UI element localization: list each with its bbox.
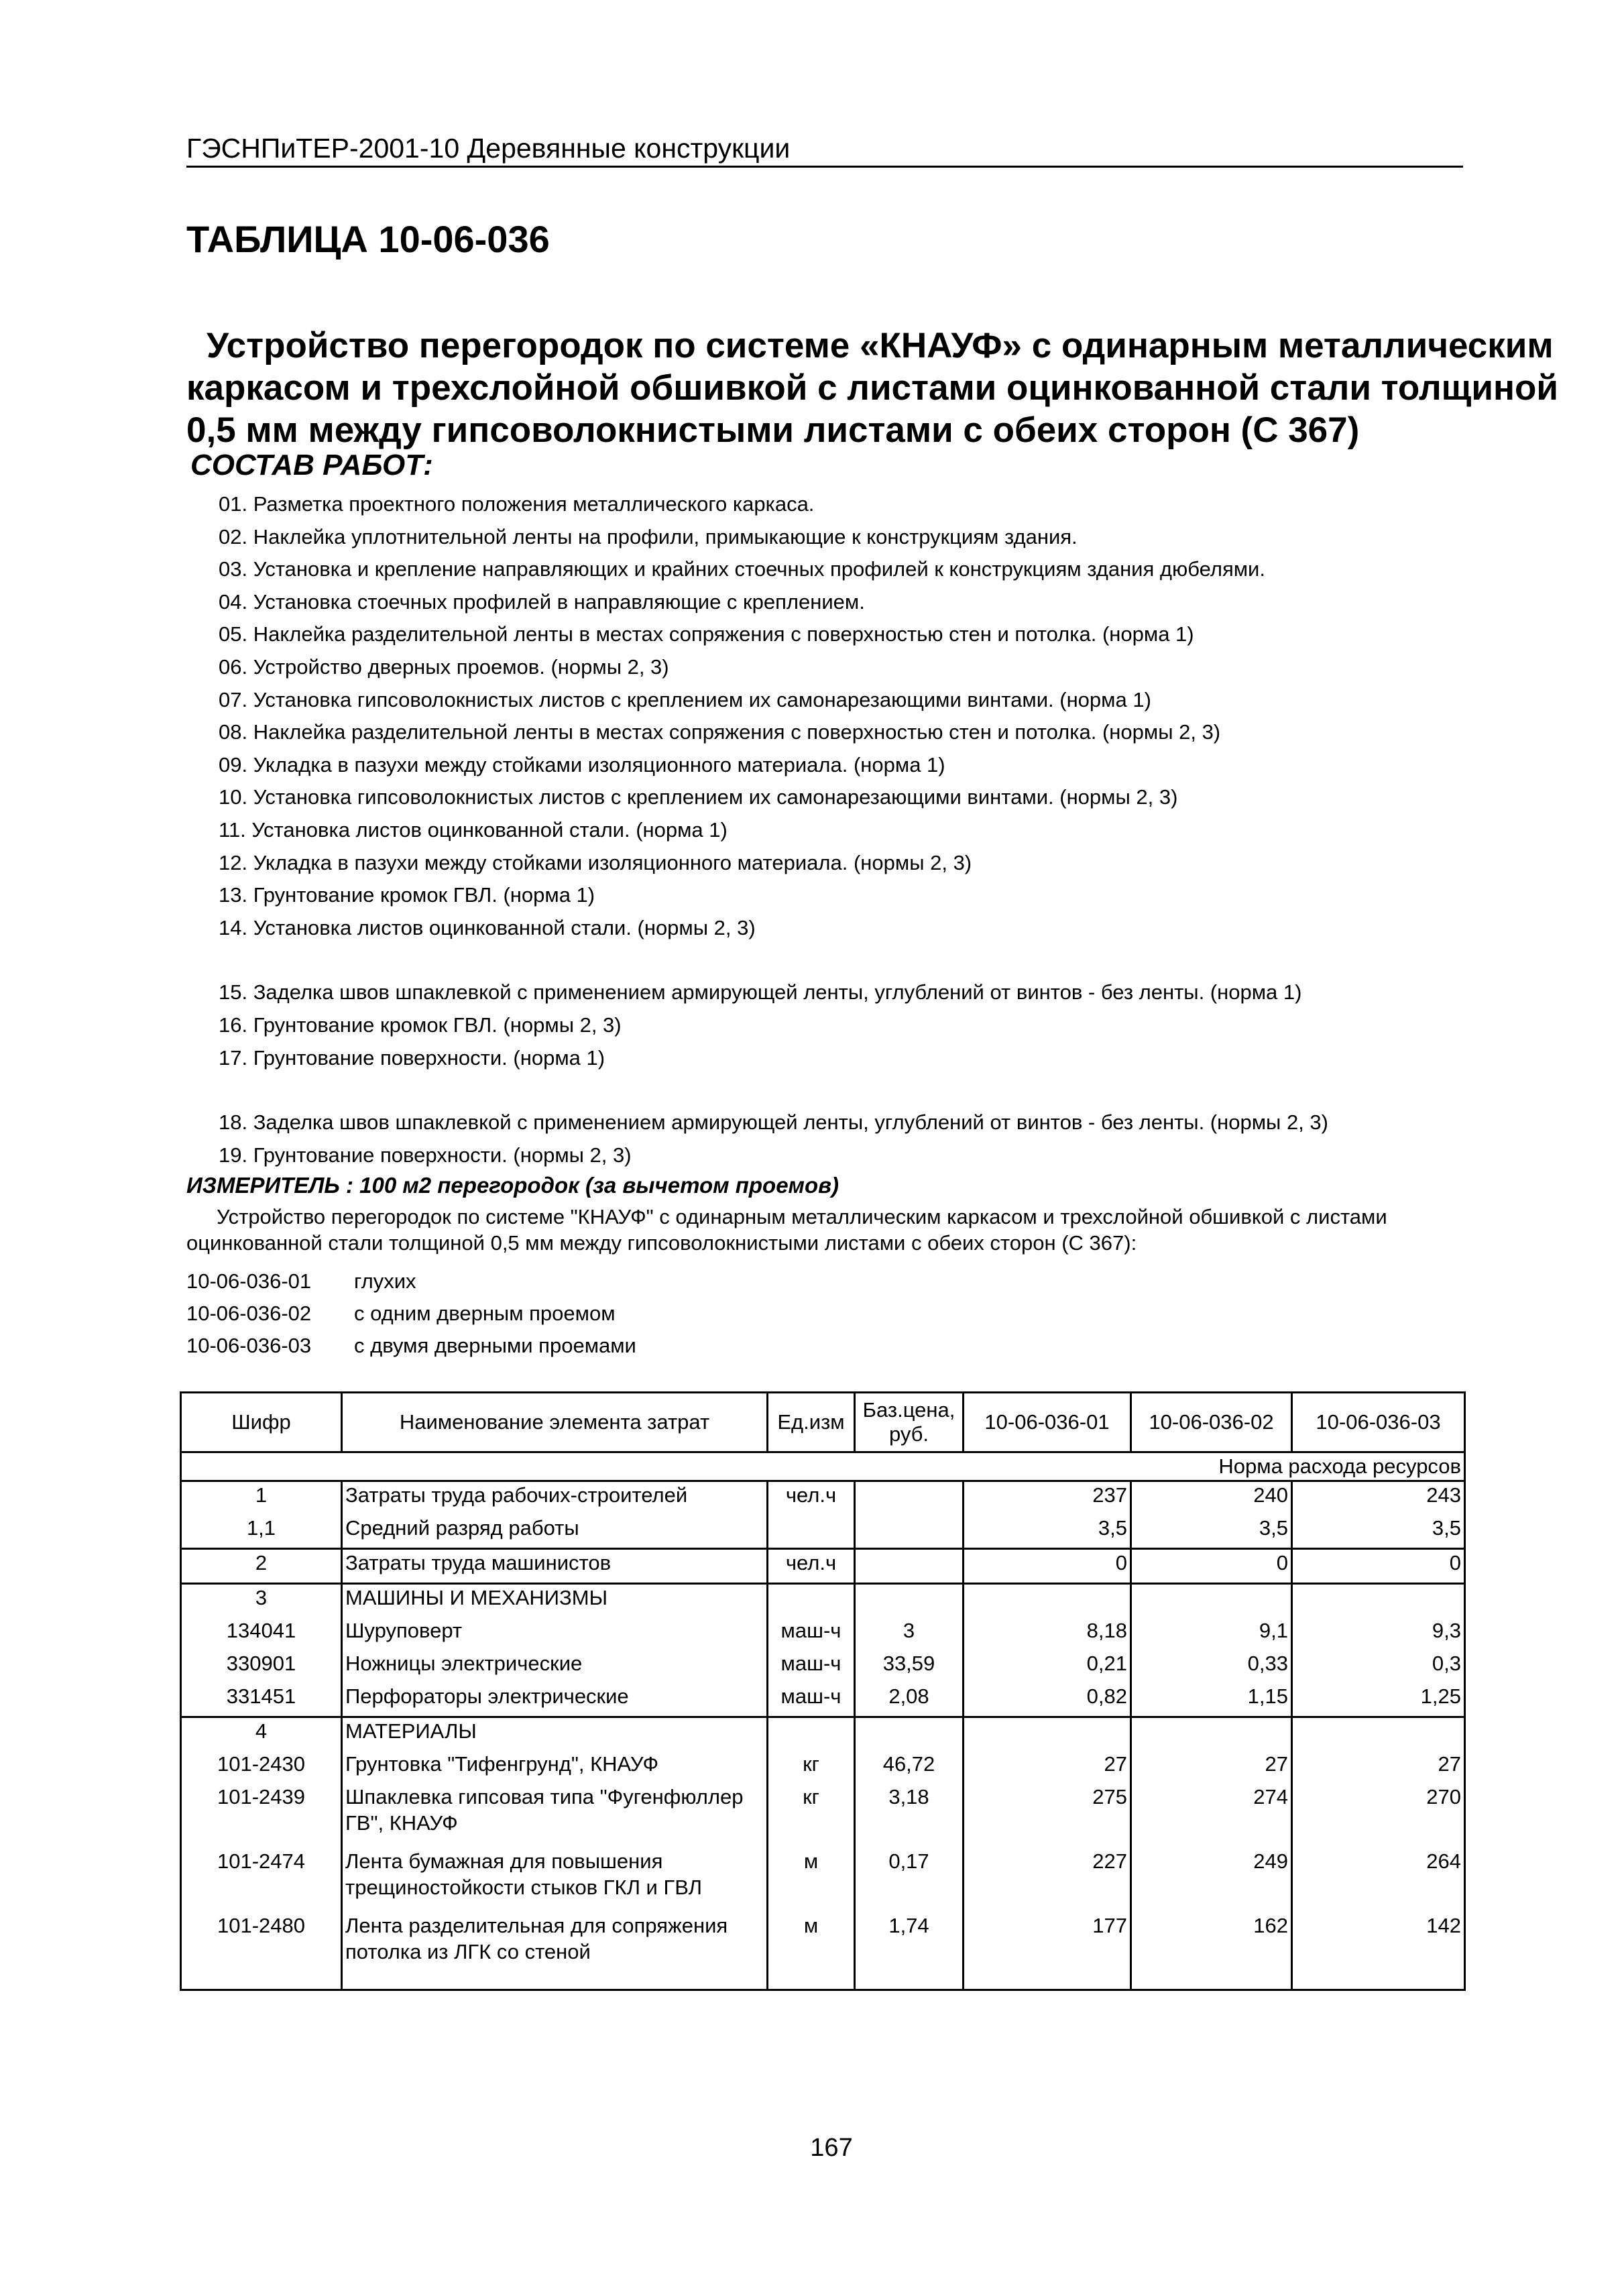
running-header: ГЭСНПиТЕР-2001-10 Деревянные конструкции xyxy=(186,133,791,164)
work-item: 14. Установка листов оцинкованной стали. (нормы 2, 3) xyxy=(219,915,756,939)
cell-price: 33,59 xyxy=(855,1650,964,1683)
work-item: 13. Грунтование кромок ГВЛ. (норма 1) xyxy=(219,883,595,907)
cell-name: Затраты труда машинистов xyxy=(342,1549,768,1584)
table-subheader-row xyxy=(181,1452,1465,1481)
cell-v1 xyxy=(964,1717,1131,1752)
cell-name: МАТЕРИАЛЫ xyxy=(342,1717,768,1752)
cell-code: 331451 xyxy=(181,1683,342,1717)
work-item: 10. Установка гипсоволокнистых листов с креплением их самонарезающими винтами. (нормы 2, 3) xyxy=(219,785,1178,809)
cell-unit: маш-ч xyxy=(768,1683,855,1717)
cell-name: Затраты труда рабочих-строителей xyxy=(342,1481,768,1515)
variant-code: 10-06-036-02 xyxy=(186,1302,312,1325)
cell-code: 1 xyxy=(181,1481,342,1515)
cell-v2 xyxy=(1131,1717,1292,1752)
cell-v1: 27 xyxy=(964,1751,1131,1784)
cell-v2: 274 xyxy=(1131,1784,1292,1848)
col-header-v2: 10-06-036-02 xyxy=(1131,1393,1292,1452)
cell-unit: маш-ч xyxy=(768,1650,855,1683)
variant-code: 10-06-036-03 xyxy=(186,1334,312,1357)
cell-code: 101-2430 xyxy=(181,1751,342,1784)
cell-unit xyxy=(768,1717,855,1752)
cell-price xyxy=(855,1717,964,1752)
cell-code: 1,1 xyxy=(181,1515,342,1549)
cell-unit: маш-ч xyxy=(768,1617,855,1650)
cell-unit: чел.ч xyxy=(768,1549,855,1584)
cell-v2 xyxy=(1131,1584,1292,1618)
cell-price: 3,18 xyxy=(855,1784,964,1848)
cell-price: 3 xyxy=(855,1617,964,1650)
cell-v3: 9,3 xyxy=(1292,1617,1465,1650)
cell-price: 46,72 xyxy=(855,1751,964,1784)
cell-price xyxy=(855,1481,964,1515)
variant-row xyxy=(186,1330,636,1362)
cell-unit xyxy=(768,1515,855,1549)
cell-v2: 240 xyxy=(1131,1481,1292,1515)
work-item: 11. Установка листов оцинкованной стали. (норма 1) xyxy=(219,817,728,842)
variant-row xyxy=(186,1298,636,1330)
table-row xyxy=(181,1650,1465,1683)
cell-v3: 142 xyxy=(1292,1912,1465,1990)
cell-code: 101-2480 xyxy=(181,1912,342,1990)
variant-label: глухих xyxy=(354,1269,416,1293)
cell-v1: 0,21 xyxy=(964,1650,1131,1683)
cell-v1: 177 xyxy=(964,1912,1131,1990)
cell-v1 xyxy=(964,1584,1131,1618)
cell-v2: 249 xyxy=(1131,1848,1292,1912)
cell-price: 2,08 xyxy=(855,1683,964,1717)
work-item: 09. Укладка в пазухи между стойками изоляционного материала. (норма 1) xyxy=(219,752,945,777)
meter-unit: ИЗМЕРИТЕЛЬ : 100 м2 перегородок (за вычетом проемов) xyxy=(186,1173,839,1198)
work-item: 06. Устройство дверных проемов. (нормы 2, 3) xyxy=(219,654,669,679)
col-header-v3: 10-06-036-03 xyxy=(1292,1393,1465,1452)
works-list xyxy=(219,488,1466,1171)
cell-unit: кг xyxy=(768,1784,855,1848)
norms-table xyxy=(180,1391,1466,1991)
description: Устройство перегородок по системе "КНАУФ" с одинарным металлическим каркасом и трехслойной обшивкой с листами оцинкованной стали толщиной 0,5 мм между гипсоволокнистыми листами с обеих сторон (С 367): xyxy=(186,1205,1387,1255)
cell-name: Шуруповерт xyxy=(342,1617,768,1650)
table-row xyxy=(181,1751,1465,1784)
subheader-cell: Норма расхода ресурсов xyxy=(181,1452,1465,1481)
cell-v3: 0 xyxy=(1292,1549,1465,1584)
work-item: 07. Установка гипсоволокнистых листов с креплением их самонарезающими винтами. (норма 1) xyxy=(219,687,1151,711)
work-item: 19. Грунтование поверхности. (нормы 2, 3) xyxy=(219,1143,632,1167)
col-header-unit: Ед.изм xyxy=(768,1393,855,1452)
work-item: 04. Установка стоечных профилей в направляющие с креплением. xyxy=(219,589,865,614)
cell-code: 101-2439 xyxy=(181,1784,342,1848)
table-row xyxy=(181,1584,1465,1618)
table-header-row xyxy=(181,1393,1465,1452)
work-item: 08. Наклейка разделительной ленты в местах сопряжения с поверхностью стен и потолка. (нормы 2, 3) xyxy=(219,720,1221,744)
variant-label: с одним дверным проемом xyxy=(354,1302,616,1325)
cell-unit xyxy=(768,1584,855,1618)
cell-name: Перфораторы электрические xyxy=(342,1683,768,1717)
cell-unit: м xyxy=(768,1912,855,1990)
table-row xyxy=(181,1549,1465,1584)
cell-unit: чел.ч xyxy=(768,1481,855,1515)
table-row xyxy=(181,1683,1465,1717)
table-row xyxy=(181,1784,1465,1848)
cell-code: 330901 xyxy=(181,1650,342,1683)
work-item: 02. Наклейка уплотнительной ленты на профили, примыкающие к конструкциям здания. xyxy=(219,524,1078,549)
cell-v3: 3,5 xyxy=(1292,1515,1465,1549)
cell-v3: 27 xyxy=(1292,1751,1465,1784)
work-item: 05. Наклейка разделительной ленты в местах сопряжения с поверхностью стен и потолка. (норма 1) xyxy=(219,622,1194,646)
table-row xyxy=(181,1717,1465,1752)
cell-name: МАШИНЫ И МЕХАНИЗМЫ xyxy=(342,1584,768,1618)
col-header-name: Наименование элемента затрат xyxy=(342,1393,768,1452)
col-header-price: Баз.цена, руб. xyxy=(855,1393,964,1452)
table-row xyxy=(181,1912,1465,1990)
cell-name: Шпаклевка гипсовая типа "Фугенфюллер ГВ", КНАУФ xyxy=(342,1784,768,1848)
cell-name: Ножницы электрические xyxy=(342,1650,768,1683)
cell-v1: 227 xyxy=(964,1848,1131,1912)
cell-code: 4 xyxy=(181,1717,342,1752)
cell-v2: 9,1 xyxy=(1131,1617,1292,1650)
col-header-v1: 10-06-036-01 xyxy=(964,1393,1131,1452)
cell-v3: 264 xyxy=(1292,1848,1465,1912)
work-item: 12. Укладка в пазухи между стойками изоляционного материала. (нормы 2, 3) xyxy=(219,850,972,874)
page-number: 167 xyxy=(810,2134,853,2162)
variant-code: 10-06-036-01 xyxy=(186,1269,312,1293)
cell-v3 xyxy=(1292,1717,1465,1752)
cell-price: 1,74 xyxy=(855,1912,964,1990)
works-heading: СОСТАВ РАБОТ: xyxy=(190,449,433,481)
cell-v3: 1,25 xyxy=(1292,1683,1465,1717)
cell-price: 0,17 xyxy=(855,1848,964,1912)
table-row xyxy=(181,1848,1465,1912)
cell-v2: 3,5 xyxy=(1131,1515,1292,1549)
cell-v1: 0 xyxy=(964,1549,1131,1584)
work-item: 18. Заделка швов шпаклевкой с применением армирующей ленты, углублений от винтов - без ленты. (нормы 2, 3) xyxy=(219,1110,1328,1135)
cell-code: 101-2474 xyxy=(181,1848,342,1912)
variant-label: с двумя дверными проемами xyxy=(354,1334,636,1357)
cell-code: 2 xyxy=(181,1549,342,1584)
cell-code: 134041 xyxy=(181,1617,342,1650)
title-line-3: 0,5 мм между гипсоволокнистыми листами с обеих сторон (С 367) xyxy=(186,410,1360,450)
cell-price xyxy=(855,1584,964,1618)
cell-price xyxy=(855,1515,964,1549)
cell-price xyxy=(855,1549,964,1584)
cell-v2: 1,15 xyxy=(1131,1683,1292,1717)
table-code: ТАБЛИЦА 10-06-036 xyxy=(186,218,550,260)
header-rule xyxy=(186,166,1463,168)
cell-unit: м xyxy=(768,1848,855,1912)
work-item: 17. Грунтование поверхности. (норма 1) xyxy=(219,1045,605,1070)
cell-name: Лента бумажная для повышения трещиностойкости стыков ГКЛ и ГВЛ xyxy=(342,1848,768,1912)
main-title xyxy=(186,325,1558,451)
cell-v1: 8,18 xyxy=(964,1617,1131,1650)
col-header-code: Шифр xyxy=(181,1393,342,1452)
cell-v1: 237 xyxy=(964,1481,1131,1515)
cell-name: Средний разряд работы xyxy=(342,1515,768,1549)
cell-v3: 0,3 xyxy=(1292,1650,1465,1683)
cell-name: Грунтовка "Тифенгрунд", КНАУФ xyxy=(342,1751,768,1784)
table-row xyxy=(181,1481,1465,1515)
table-row xyxy=(181,1515,1465,1549)
work-item: 15. Заделка швов шпаклевкой с применением армирующей ленты, углублений от винтов - без ленты. (норма 1) xyxy=(219,980,1302,1005)
work-item: 16. Грунтование кромок ГВЛ. (нормы 2, 3) xyxy=(219,1013,622,1037)
cell-v3: 243 xyxy=(1292,1481,1465,1515)
variant-list xyxy=(186,1265,636,1362)
cell-v3: 270 xyxy=(1292,1784,1465,1848)
variant-row xyxy=(186,1265,636,1298)
cell-name: Лента разделительная для сопряжения потолка из ЛГК со стеной xyxy=(342,1912,768,1990)
title-line-1: Устройство перегородок по системе «КНАУФ» с одинарным металлическим xyxy=(207,326,1554,365)
table-row xyxy=(181,1617,1465,1650)
cell-v2: 162 xyxy=(1131,1912,1292,1990)
cell-v3 xyxy=(1292,1584,1465,1618)
work-item: 01. Разметка проектного положения металлического каркаса. xyxy=(219,492,815,516)
work-item: 03. Установка и крепление направляющих и крайних стоечных профилей к конструкциям здания дюбелями. xyxy=(219,557,1265,581)
cell-v1: 3,5 xyxy=(964,1515,1131,1549)
cell-v1: 0,82 xyxy=(964,1683,1131,1717)
cell-v2: 0 xyxy=(1131,1549,1292,1584)
cell-v2: 0,33 xyxy=(1131,1650,1292,1683)
cell-v2: 27 xyxy=(1131,1751,1292,1784)
cell-v1: 275 xyxy=(964,1784,1131,1848)
title-line-2: каркасом и трехслойной обшивкой с листами оцинкованной стали толщиной xyxy=(186,368,1558,408)
cell-unit: кг xyxy=(768,1751,855,1784)
cell-code: 3 xyxy=(181,1584,342,1618)
